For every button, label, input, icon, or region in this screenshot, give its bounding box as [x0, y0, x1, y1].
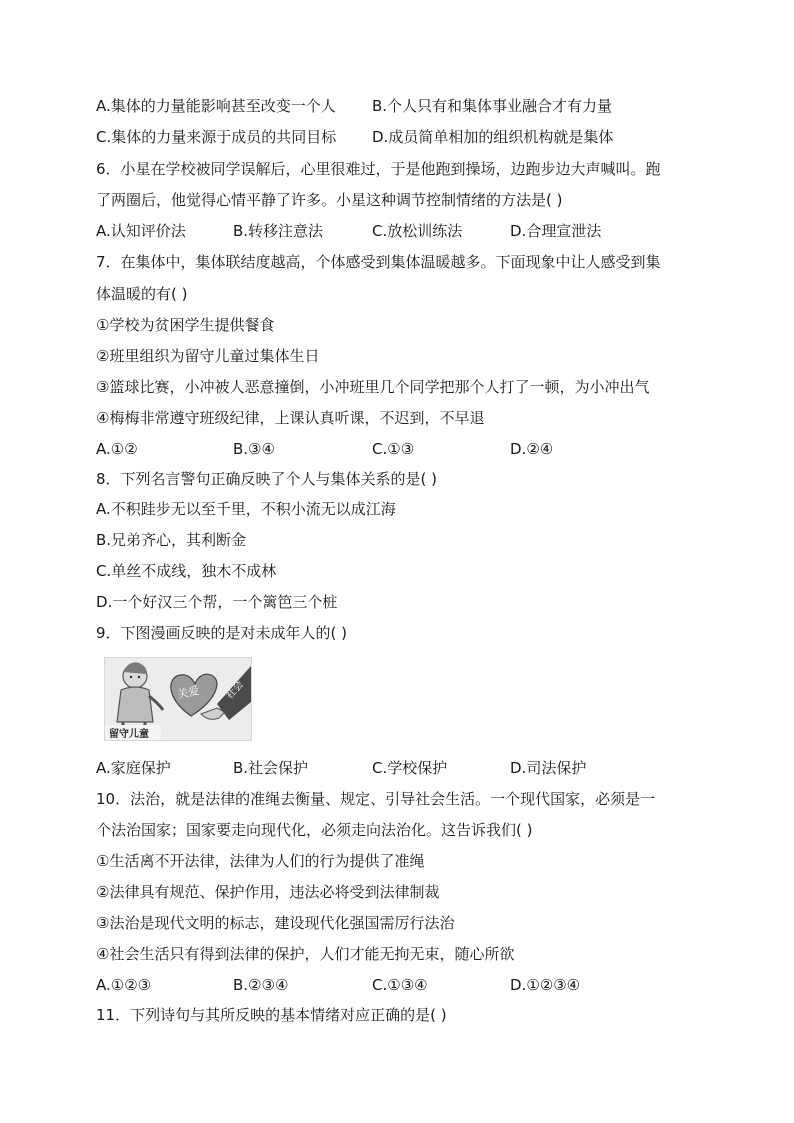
q6-option-c: C.放松训练法 [372, 222, 463, 240]
q10-option-b: B.②③④ [233, 976, 289, 994]
q10-stem-line2: 个法治国家；国家要走向现代化，必须走向法治化。这告诉我们( ) [96, 821, 533, 839]
q6-option-a: A.认知评价法 [96, 222, 186, 240]
sleeve-label: 社会 [224, 679, 246, 702]
q10-stem-line1: 10．法治，就是法律的准绳去衡量、规定、引导社会生活。一个现代国家，必须是一 [96, 790, 656, 808]
q10-statement-2: ②法律具有规范、保护作用，违法必将受到法律制裁 [96, 883, 440, 901]
comic-drawing [105, 658, 251, 740]
q7-statement-3: ③篮球比赛，小冲被人恶意撞倒，小冲班里几个同学把那个人打了一顿，为小冲出气 [96, 378, 650, 396]
q5-option-b: B.个人只有和集体事业融合才有力量 [372, 97, 613, 115]
q5-option-a: A.集体的力量能影响甚至改变一个人 [96, 97, 336, 115]
q8-option-a: A.不积跬步无以至千里，不积小流无以成江海 [96, 500, 396, 518]
child-eye-left [130, 676, 132, 678]
q9-stem: 9．下图漫画反映的是对未成年人的( ) [96, 624, 348, 642]
q7-option-c: C.①③ [372, 440, 415, 458]
q7-option-b: B.③④ [233, 440, 275, 458]
q8-option-d: D.一个好汉三个帮，一个篱笆三个桩 [96, 593, 338, 611]
q10-statement-3: ③法治是现代文明的标志，建设现代化强国需厉行法治 [96, 914, 455, 932]
q7-statement-1: ①学校为贫困学生提供餐食 [96, 316, 275, 334]
q8-option-c: C.单丝不成线，独木不成林 [96, 562, 277, 580]
q7-option-d: D.②④ [510, 440, 554, 458]
q9-option-c: C.学校保护 [372, 759, 448, 777]
child-eye-right [138, 676, 140, 678]
q10-statement-1: ①生活离不开法律，法律为人们的行为提供了准绳 [96, 852, 425, 870]
heart-label: 关爱 [176, 683, 201, 702]
q5-option-c: C.集体的力量来源于成员的共同目标 [96, 128, 337, 146]
q7-stem-line1: 7．在集体中，集体联结度越高，个体感受到集体温暖越多。下面现象中让人感受到集 [96, 253, 661, 271]
q11-stem: 11．下列诗句与其所反映的基本情绪对应正确的是( ) [96, 1006, 447, 1024]
q6-option-d: D.合理宣泄法 [510, 222, 602, 240]
q9-option-d: D.司法保护 [510, 759, 587, 777]
q7-statement-4: ④梅梅非常遵守班级纪律，上课认真听课，不迟到，不早退 [96, 409, 485, 427]
q6-stem-line1: 6．小星在学校被同学误解后，心里很难过，于是他跑到操场，边跑步边大声喊叫。跑 [96, 160, 661, 178]
q9-option-b: B.社会保护 [233, 759, 309, 777]
comic-caption: 留守儿童 [109, 729, 149, 740]
q6-option-b: B.转移注意法 [233, 222, 324, 240]
q7-option-a: A.①② [96, 440, 138, 458]
q8-option-b: B.兄弟齐心，其利断金 [96, 531, 247, 549]
q10-statement-4: ④社会生活只有得到法律的保护，人们才能无拘无束，随心所欲 [96, 945, 515, 963]
q7-statement-2: ②班里组织为留守儿童过集体生日 [96, 347, 320, 365]
q8-stem: 8．下列名言警句正确反映了个人与集体关系的是( ) [96, 470, 438, 488]
q7-stem-line2: 体温暖的有( ) [96, 285, 188, 303]
q5-option-d: D.成员简单相加的组织机构就是集体 [372, 128, 614, 146]
q6-stem-line2: 了两圈后，他觉得心情平静了许多。小星这种调节控制情绪的方法是( ) [96, 191, 563, 209]
q10-option-a: A.①②③ [96, 976, 152, 994]
child-body-shape [117, 687, 153, 722]
q10-option-d: D.①②③④ [510, 976, 581, 994]
q10-option-c: C.①③④ [372, 976, 428, 994]
q9-option-a: A.家庭保护 [96, 759, 171, 777]
left-behind-children-comic [104, 657, 252, 741]
